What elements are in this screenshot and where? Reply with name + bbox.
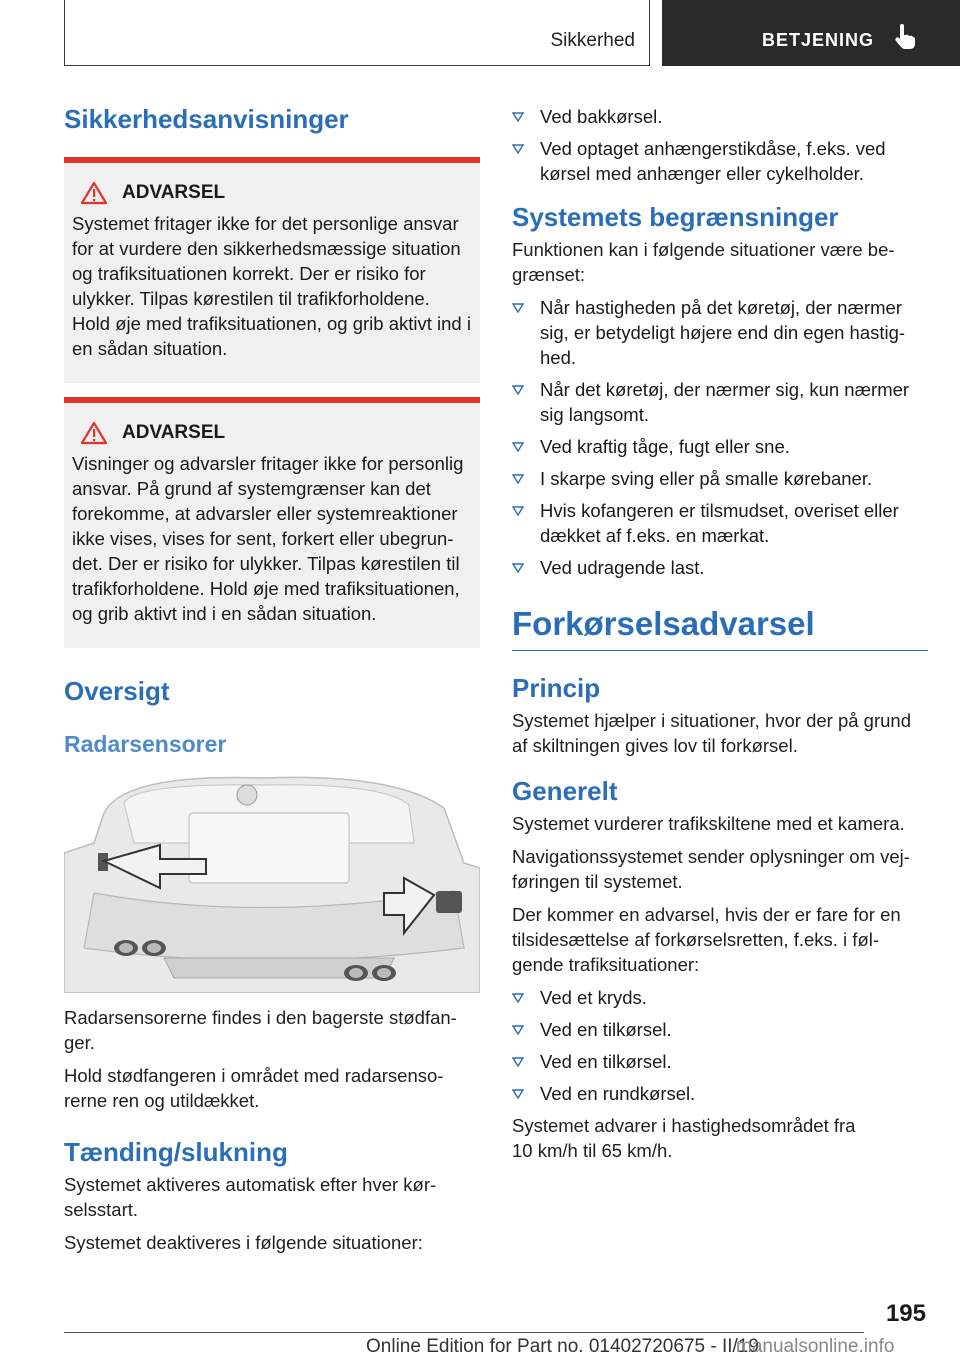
triangle-bullet-icon (512, 112, 524, 122)
watermark-text: manualsonline.info (736, 1336, 895, 1357)
triangle-bullet-icon (512, 563, 524, 573)
warning-text: Systemet fritager ikke for det personlige ansvar for at vurdere den sikkerhedsmæssige situation og trafiksituationen korrekt. Der er risiko for ulykker. Tilpas kørestilen til trafikforholdene. Hold øje med trafiksituationen, og grib aktivt ind i en sådan situation. (72, 213, 471, 360)
list-item: Hvis kofangeren er tilsmudset, overiset eller dækket af f.eks. en mærkat. (512, 498, 928, 548)
header-chapter-title: BETJENING (762, 30, 875, 50)
paragraph: Radarsensorerne findes i den bagerste stødfan-ger. (64, 1006, 457, 1053)
list-item: I skarpe sving eller på smalle kørebaner. (512, 466, 928, 491)
header-section-title: Sikkerhed (550, 30, 635, 51)
deactivation-list (512, 104, 928, 186)
paragraph: Funktionen kan i følgende situationer være be-grænset: (512, 239, 895, 286)
priority-warning-heading: Forkørselsadvarsel (512, 604, 928, 651)
triangle-bullet-icon (512, 474, 524, 484)
triangle-bullet-icon (512, 144, 524, 154)
triangle-bullet-icon (512, 506, 524, 516)
limitations-heading: Systemets begrænsninger (512, 202, 839, 232)
triangle-bullet-icon (512, 385, 524, 395)
page-number: 195 (885, 1300, 926, 1327)
paragraph: Navigationssystemet sender oplysninger om vej-føringen til systemet. (512, 846, 910, 893)
warning-label: ADVARSEL (122, 422, 226, 444)
right-column (512, 100, 928, 1163)
left-column (64, 100, 480, 1255)
header-chapter-box (662, 0, 960, 66)
list-item: Ved udragende last. (512, 555, 928, 580)
safety-heading: Sikkerhedsanvisninger (64, 104, 349, 134)
situations-list (512, 985, 928, 1106)
paragraph: Systemet deaktiveres i følgende situationer: (64, 1232, 423, 1254)
paragraph: Systemet vurderer trafikskiltene med et kamera. (512, 813, 905, 835)
list-item: Ved et kryds. (512, 985, 928, 1010)
warning-label: ADVARSEL (122, 182, 226, 204)
warning-triangle-icon (80, 421, 108, 445)
triangle-bullet-icon (512, 303, 524, 313)
triangle-bullet-icon (512, 1057, 524, 1067)
principle-heading: Princip (512, 672, 601, 703)
paragraph: Systemet aktiveres automatisk efter hver kør-selsstart. (64, 1174, 437, 1221)
paragraph: Der kommer en advarsel, hvis der er fare for en tilsidesættelse af forkørselsretten, f.eks. i føl-gende trafiksituationer: (512, 904, 901, 976)
list-item: Ved kraftig tåge, fugt eller sne. (512, 434, 928, 459)
list-item: Ved en rundkørsel. (512, 1081, 928, 1106)
triangle-bullet-icon (512, 1025, 524, 1035)
hand-pointer-icon (894, 24, 916, 50)
warning-text: Visninger og advarsler fritager ikke for personlig ansvar. På grund af systemgrænser kan det forekomme, at advarsler eller systemreaktioner ikke vises, vises for sent, forkert eller ubegrun-det. Der er risiko for ulykker. Tilpas kørestilen til trafikforholdene. Hold øje med trafiksituationen, og grib aktivt ind i en sådan situation. (72, 453, 464, 625)
list-item: Ved bakkørsel. (512, 104, 928, 129)
radar-heading: Radarsensorer (64, 731, 227, 758)
list-item: Ved optaget anhængerstikdåse, f.eks. ved kørsel med anhænger eller cykelholder. (512, 136, 928, 186)
list-item: Ved en tilkørsel. (512, 1017, 928, 1042)
paragraph: Hold stødfangeren i området med radarsenso-rerne ren og utildækket. (64, 1064, 444, 1111)
warning-triangle-icon (80, 181, 108, 205)
paragraph: Systemet advarer i hastighedsområdet fra 10 km/h til 65 km/h. (512, 1115, 856, 1162)
general-heading: Generelt (512, 775, 618, 806)
list-item: Når hastigheden på det køretøj, der nærmer sig, er betydeligt højere end din egen hastig-hed. (512, 295, 928, 370)
list-item: Når det køretøj, der nærmer sig, kun nærmer sig langsomt. (512, 377, 928, 427)
overview-heading: Oversigt (64, 676, 170, 707)
header-section-box (64, 0, 650, 66)
list-item: Ved en tilkørsel. (512, 1049, 928, 1074)
limitations-list (512, 295, 928, 580)
car-rear-radar-illustration (64, 773, 480, 993)
on-off-heading: Tænding/slukning (64, 1136, 288, 1167)
triangle-bullet-icon (512, 442, 524, 452)
paragraph: Systemet hjælper i situationer, hvor der på grund af skiltningen gives lov til forkørsel. (512, 709, 911, 756)
triangle-bullet-icon (512, 993, 524, 1003)
triangle-bullet-icon (512, 1089, 524, 1099)
footer-divider (64, 1332, 864, 1333)
warning-box-2 (64, 397, 480, 648)
edition-text: Online Edition for Part no. 01402720675 - II/19 (366, 1336, 759, 1357)
warning-box-1 (64, 157, 480, 383)
